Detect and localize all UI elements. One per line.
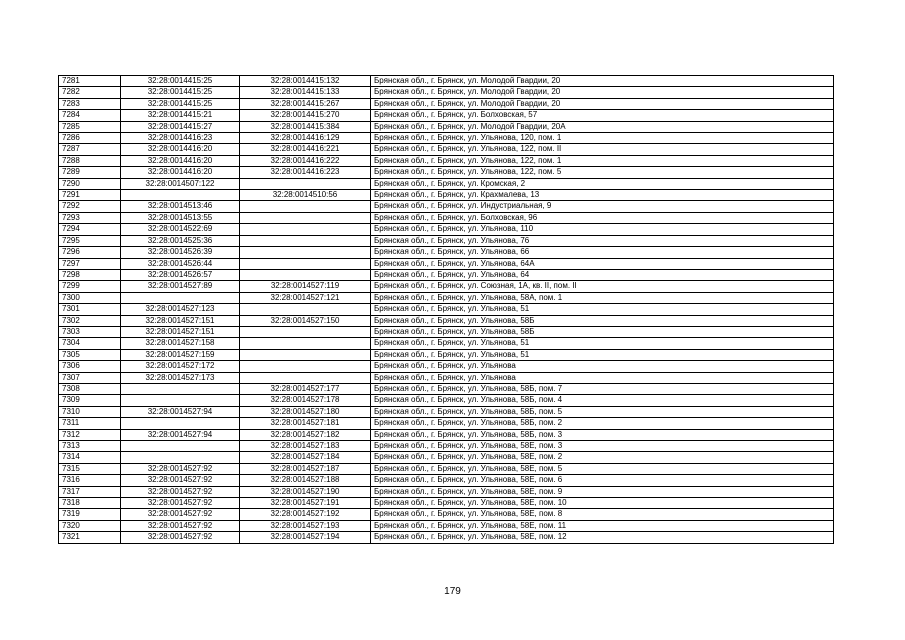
object-cadastral-number-cell [240,326,371,337]
object-cadastral-number-cell: 32:28:0014415:132 [240,76,371,87]
table-row [59,532,834,543]
address-cell: Брянская обл., г. Брянск, ул. Ульянова, 51 [371,304,834,315]
land-cadastral-number-cell [121,292,240,303]
object-cadastral-number-cell: 32:28:0014527:183 [240,441,371,452]
row-number-cell: 7281 [59,76,121,87]
table-row [59,441,834,452]
row-number-cell: 7307 [59,372,121,383]
object-cadastral-number-cell: 32:28:0014415:384 [240,121,371,132]
object-cadastral-number-cell: 32:28:0014527:121 [240,292,371,303]
object-cadastral-number-cell: 32:28:0014416:223 [240,167,371,178]
land-cadastral-number-cell: 32:28:0014527:158 [121,338,240,349]
row-number-cell: 7291 [59,190,121,201]
table-row [59,201,834,212]
land-cadastral-number-cell: 32:28:0014415:25 [121,76,240,87]
address-cell: Брянская обл., г. Брянск, ул. Крахмалева, 13 [371,190,834,201]
table-row [59,338,834,349]
object-cadastral-number-cell: 32:28:0014510:56 [240,190,371,201]
object-cadastral-number-cell: 32:28:0014527:182 [240,429,371,440]
row-number-cell: 7310 [59,406,121,417]
object-cadastral-number-cell [240,349,371,360]
object-cadastral-number-cell: 32:28:0014416:222 [240,155,371,166]
row-number-cell: 7314 [59,452,121,463]
object-cadastral-number-cell: 32:28:0014527:191 [240,498,371,509]
land-cadastral-number-cell: 32:28:0014527:92 [121,498,240,509]
address-cell: Брянская обл., г. Брянск, ул. Союзная, 1А, кв. II, пом. II [371,281,834,292]
row-number-cell: 7283 [59,98,121,109]
table-row [59,292,834,303]
table-row [59,281,834,292]
table-row [59,304,834,315]
table-row [59,269,834,280]
row-number-cell: 7289 [59,167,121,178]
object-cadastral-number-cell [240,338,371,349]
land-cadastral-number-cell: 32:28:0014527:94 [121,406,240,417]
land-cadastral-number-cell: 32:28:0014415:25 [121,87,240,98]
table-row [59,224,834,235]
object-cadastral-number-cell [240,361,371,372]
table-row [59,87,834,98]
land-cadastral-number-cell: 32:28:0014527:94 [121,429,240,440]
land-cadastral-number-cell: 32:28:0014415:25 [121,98,240,109]
table-row [59,315,834,326]
row-number-cell: 7284 [59,110,121,121]
object-cadastral-number-cell: 32:28:0014415:270 [240,110,371,121]
object-cadastral-number-cell: 32:28:0014527:184 [240,452,371,463]
table-row [59,247,834,258]
table-row [59,372,834,383]
row-number-cell: 7290 [59,178,121,189]
land-cadastral-number-cell [121,441,240,452]
address-cell: Брянская обл., г. Брянск, ул. Ульянова, 122, пом. II [371,144,834,155]
table-row [59,212,834,223]
address-cell: Брянская обл., г. Брянск, ул. Ульянова, 58Е, пом. 6 [371,475,834,486]
table-row [59,76,834,87]
object-cadastral-number-cell [240,201,371,212]
object-cadastral-number-cell [240,235,371,246]
address-cell: Брянская обл., г. Брянск, ул. Ульянова, 122, пом. 5 [371,167,834,178]
table-row [59,486,834,497]
address-cell: Брянская обл., г. Брянск, ул. Ульянова, 122, пом. 1 [371,155,834,166]
row-number-cell: 7313 [59,441,121,452]
table-row [59,326,834,337]
address-cell: Брянская обл., г. Брянск, ул. Ульянова, 58Б [371,326,834,337]
address-cell: Брянская обл., г. Брянск, ул. Ульянова, 64А [371,258,834,269]
address-cell: Брянская обл., г. Брянск, ул. Ульянова [371,372,834,383]
land-cadastral-number-cell: 32:28:0014507:122 [121,178,240,189]
object-cadastral-number-cell: 32:28:0014527:150 [240,315,371,326]
object-cadastral-number-cell: 32:28:0014527:180 [240,406,371,417]
land-cadastral-number-cell: 32:28:0014527:173 [121,372,240,383]
row-number-cell: 7305 [59,349,121,360]
row-number-cell: 7312 [59,429,121,440]
land-cadastral-number-cell: 32:28:0014527:92 [121,463,240,474]
table-row [59,133,834,144]
address-cell: Брянская обл., г. Брянск, ул. Ульянова, 58Б [371,315,834,326]
table-row [59,178,834,189]
table-row [59,418,834,429]
land-cadastral-number-cell: 32:28:0014526:57 [121,269,240,280]
land-cadastral-number-cell: 32:28:0014513:55 [121,212,240,223]
row-number-cell: 7299 [59,281,121,292]
land-cadastral-number-cell: 32:28:0014416:20 [121,155,240,166]
row-number-cell: 7298 [59,269,121,280]
object-cadastral-number-cell [240,304,371,315]
row-number-cell: 7308 [59,383,121,394]
row-number-cell: 7320 [59,520,121,531]
row-number-cell: 7315 [59,463,121,474]
row-number-cell: 7311 [59,418,121,429]
table-row [59,498,834,509]
row-number-cell: 7306 [59,361,121,372]
land-cadastral-number-cell: 32:28:0014527:89 [121,281,240,292]
table-row [59,475,834,486]
address-cell: Брянская обл., г. Брянск, ул. Ульянова, 58А, пом. 1 [371,292,834,303]
land-cadastral-number-cell [121,190,240,201]
address-cell: Брянская обл., г. Брянск, ул. Молодой Гвардии, 20 [371,76,834,87]
object-cadastral-number-cell: 32:28:0014527:194 [240,532,371,543]
land-cadastral-number-cell [121,452,240,463]
land-cadastral-number-cell: 32:28:0014527:92 [121,475,240,486]
land-cadastral-number-cell: 32:28:0014527:92 [121,532,240,543]
object-cadastral-number-cell [240,258,371,269]
land-cadastral-number-cell [121,418,240,429]
object-cadastral-number-cell: 32:28:0014415:133 [240,87,371,98]
land-cadastral-number-cell [121,383,240,394]
object-cadastral-number-cell: 32:28:0014527:177 [240,383,371,394]
land-cadastral-number-cell: 32:28:0014526:39 [121,247,240,258]
object-cadastral-number-cell [240,224,371,235]
page-number: 179 [444,586,461,597]
land-cadastral-number-cell: 32:28:0014416:20 [121,144,240,155]
land-cadastral-number-cell [121,395,240,406]
land-cadastral-number-cell: 32:28:0014513:46 [121,201,240,212]
row-number-cell: 7286 [59,133,121,144]
address-cell: Брянская обл., г. Брянск, ул. Ульянова, 66 [371,247,834,258]
object-cadastral-number-cell: 32:28:0014527:181 [240,418,371,429]
object-cadastral-number-cell: 32:28:0014415:267 [240,98,371,109]
row-number-cell: 7292 [59,201,121,212]
address-cell: Брянская обл., г. Брянск, ул. Ульянова, 58Е, пом. 3 [371,441,834,452]
land-cadastral-number-cell: 32:28:0014527:92 [121,486,240,497]
table-row [59,383,834,394]
object-cadastral-number-cell [240,269,371,280]
table-row [59,190,834,201]
row-number-cell: 7282 [59,87,121,98]
table-row [59,110,834,121]
table-row [59,463,834,474]
address-cell: Брянская обл., г. Брянск, ул. Ульянова, 58Б, пом. 4 [371,395,834,406]
land-cadastral-number-cell: 32:28:0014527:92 [121,520,240,531]
address-cell: Брянская обл., г. Брянск, ул. Ульянова, 51 [371,338,834,349]
row-number-cell: 7318 [59,498,121,509]
table-row [59,144,834,155]
object-cadastral-number-cell: 32:28:0014416:129 [240,133,371,144]
table-row [59,98,834,109]
row-number-cell: 7295 [59,235,121,246]
row-number-cell: 7294 [59,224,121,235]
address-cell: Брянская обл., г. Брянск, ул. Ульянова, 58Е, пом. 2 [371,452,834,463]
table-row [59,155,834,166]
address-cell: Брянская обл., г. Брянск, ул. Ульянова, 58Е, пом. 5 [371,463,834,474]
address-cell: Брянская обл., г. Брянск, ул. Ульянова, 76 [371,235,834,246]
object-cadastral-number-cell: 32:28:0014527:178 [240,395,371,406]
row-number-cell: 7301 [59,304,121,315]
address-cell: Брянская обл., г. Брянск, ул. Молодой Гвардии, 20А [371,121,834,132]
address-cell: Брянская обл., г. Брянск, ул. Ульянова, 58Б, пом. 2 [371,418,834,429]
object-cadastral-number-cell [240,247,371,258]
table-row [59,349,834,360]
address-cell: Брянская обл., г. Брянск, ул. Молодой Гвардии, 20 [371,87,834,98]
row-number-cell: 7303 [59,326,121,337]
address-cell: Брянская обл., г. Брянск, ул. Болховская, 57 [371,110,834,121]
address-cell: Брянская обл., г. Брянск, ул. Ульянова, 51 [371,349,834,360]
row-number-cell: 7287 [59,144,121,155]
table-row [59,258,834,269]
address-cell: Брянская обл., г. Брянск, ул. Ульянова [371,361,834,372]
address-cell: Брянская обл., г. Брянск, ул. Индустриальная, 9 [371,201,834,212]
land-cadastral-number-cell: 32:28:0014527:151 [121,315,240,326]
address-cell: Брянская обл., г. Брянск, ул. Ульянова, 58Е, пом. 12 [371,532,834,543]
address-cell: Брянская обл., г. Брянск, ул. Ульянова, 58Б, пом. 7 [371,383,834,394]
address-cell: Брянская обл., г. Брянск, ул. Кромская, 2 [371,178,834,189]
land-cadastral-number-cell: 32:28:0014525:36 [121,235,240,246]
object-cadastral-number-cell: 32:28:0014416:221 [240,144,371,155]
row-number-cell: 7309 [59,395,121,406]
land-cadastral-number-cell: 32:28:0014527:159 [121,349,240,360]
table-row [59,406,834,417]
row-number-cell: 7304 [59,338,121,349]
address-cell: Брянская обл., г. Брянск, ул. Ульянова, 58Е, пом. 10 [371,498,834,509]
object-cadastral-number-cell: 32:28:0014527:188 [240,475,371,486]
land-cadastral-number-cell: 32:28:0014527:123 [121,304,240,315]
table-row [59,429,834,440]
row-number-cell: 7316 [59,475,121,486]
object-cadastral-number-cell [240,212,371,223]
land-cadastral-number-cell: 32:28:0014416:20 [121,167,240,178]
address-cell: Брянская обл., г. Брянск, ул. Ульянова, 120, пом. 1 [371,133,834,144]
address-cell: Брянская обл., г. Брянск, ул. Молодой Гвардии, 20 [371,98,834,109]
object-cadastral-number-cell: 32:28:0014527:192 [240,509,371,520]
row-number-cell: 7293 [59,212,121,223]
registry-table-body [59,76,834,544]
land-cadastral-number-cell: 32:28:0014527:151 [121,326,240,337]
row-number-cell: 7300 [59,292,121,303]
land-cadastral-number-cell: 32:28:0014527:172 [121,361,240,372]
table-row [59,509,834,520]
land-cadastral-number-cell: 32:28:0014522:69 [121,224,240,235]
row-number-cell: 7321 [59,532,121,543]
row-number-cell: 7288 [59,155,121,166]
registry-table [58,75,834,544]
table-row [59,395,834,406]
object-cadastral-number-cell [240,178,371,189]
table-row [59,167,834,178]
table-row [59,452,834,463]
object-cadastral-number-cell: 32:28:0014527:119 [240,281,371,292]
row-number-cell: 7297 [59,258,121,269]
address-cell: Брянская обл., г. Брянск, ул. Ульянова, 58Е, пом. 8 [371,509,834,520]
table-row [59,121,834,132]
row-number-cell: 7302 [59,315,121,326]
object-cadastral-number-cell [240,372,371,383]
table-row [59,520,834,531]
address-cell: Брянская обл., г. Брянск, ул. Ульянова, 58Б, пом. 5 [371,406,834,417]
object-cadastral-number-cell: 32:28:0014527:193 [240,520,371,531]
land-cadastral-number-cell: 32:28:0014526:44 [121,258,240,269]
object-cadastral-number-cell: 32:28:0014527:190 [240,486,371,497]
table-row [59,235,834,246]
address-cell: Брянская обл., г. Брянск, ул. Ульянова, 110 [371,224,834,235]
row-number-cell: 7285 [59,121,121,132]
address-cell: Брянская обл., г. Брянск, ул. Ульянова, 58Е, пом. 9 [371,486,834,497]
row-number-cell: 7296 [59,247,121,258]
row-number-cell: 7319 [59,509,121,520]
table-row [59,361,834,372]
land-cadastral-number-cell: 32:28:0014415:27 [121,121,240,132]
row-number-cell: 7317 [59,486,121,497]
address-cell: Брянская обл., г. Брянск, ул. Ульянова, 64 [371,269,834,280]
land-cadastral-number-cell: 32:28:0014416:23 [121,133,240,144]
address-cell: Брянская обл., г. Брянск, ул. Ульянова, 58Б, пом. 3 [371,429,834,440]
object-cadastral-number-cell: 32:28:0014527:187 [240,463,371,474]
land-cadastral-number-cell: 32:28:0014415:21 [121,110,240,121]
land-cadastral-number-cell: 32:28:0014527:92 [121,509,240,520]
address-cell: Брянская обл., г. Брянск, ул. Болховская, 96 [371,212,834,223]
address-cell: Брянская обл., г. Брянск, ул. Ульянова, 58Е, пом. 11 [371,520,834,531]
